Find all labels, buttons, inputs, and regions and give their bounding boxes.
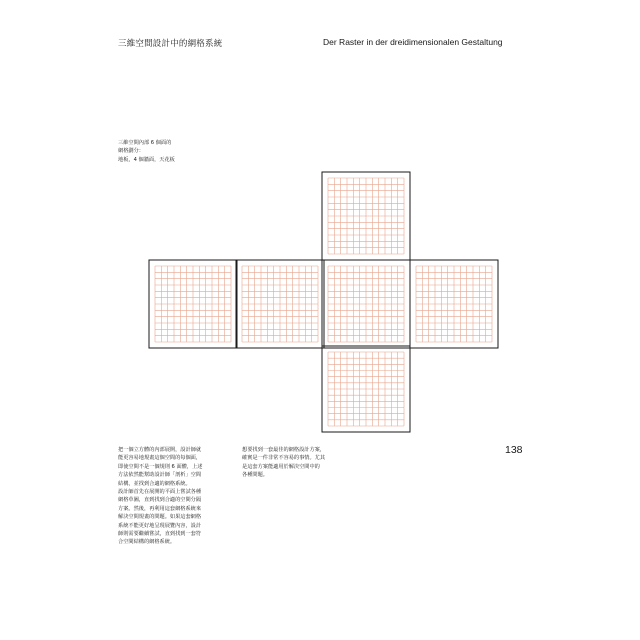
body-line: 解決空間規畫的問題。如果這套網格: [118, 514, 202, 521]
caption-line: 網格劃分：: [118, 148, 144, 155]
running-header-german: Der Raster in der dreidimensionalen Gestaltung: [323, 37, 503, 47]
body-line: 各種問題。: [242, 472, 268, 479]
caption-line: 地板，4 個牆面，天花板: [118, 156, 175, 163]
body-line: 網格草圖，直到找到合適的空間分隔: [118, 497, 202, 504]
body-line: 師則需要繼續嘗試，直到找到一套符: [118, 531, 202, 538]
body-line: 能更容易地規畫這個空間的每個面，: [118, 455, 202, 462]
running-header-chinese: 三維空間設計中的網格系統: [118, 39, 223, 49]
body-line: 確實是一件非常不容易的事情。尤其: [242, 455, 326, 462]
body-line: 是這套方案能適用於解決空間中的: [242, 463, 320, 470]
body-line: 結構，並找到合適的網格系統。: [118, 480, 191, 487]
face-floor-grid: [328, 266, 404, 342]
face-wall-2-grid: [242, 266, 318, 342]
face-wall-bottom-grid: [328, 352, 404, 426]
body-line: 設計師首先在展開的平面上嘗試各種: [118, 489, 202, 496]
face-wall-1-grid: [155, 266, 231, 342]
body-text-column-left: [118, 446, 208, 547]
face-wall-4-grid: [416, 266, 492, 342]
body-line: 合空間結構的網格系統。: [118, 539, 176, 546]
body-line: 即使空間不是一個規則 6 面體，上述: [118, 463, 203, 470]
body-line: 把一個立方體的內部展開，設計師就: [118, 447, 202, 453]
body-line: 方案。然後，再利用這套網格系統來: [118, 505, 202, 512]
body-line: 系統不能更好地呈現展覽內容，設計: [118, 522, 202, 529]
caption-line: 三維空間內部 6 個面的: [118, 140, 172, 146]
page-number: 138: [505, 444, 523, 456]
body-line: 方法依然能幫助設計師「剖析」空間: [118, 472, 202, 479]
body-text-column-middle: [242, 446, 332, 480]
body-line: 想要找到一套最佳的網格設計方案，: [242, 447, 326, 453]
face-ceiling-grid: [328, 178, 404, 254]
